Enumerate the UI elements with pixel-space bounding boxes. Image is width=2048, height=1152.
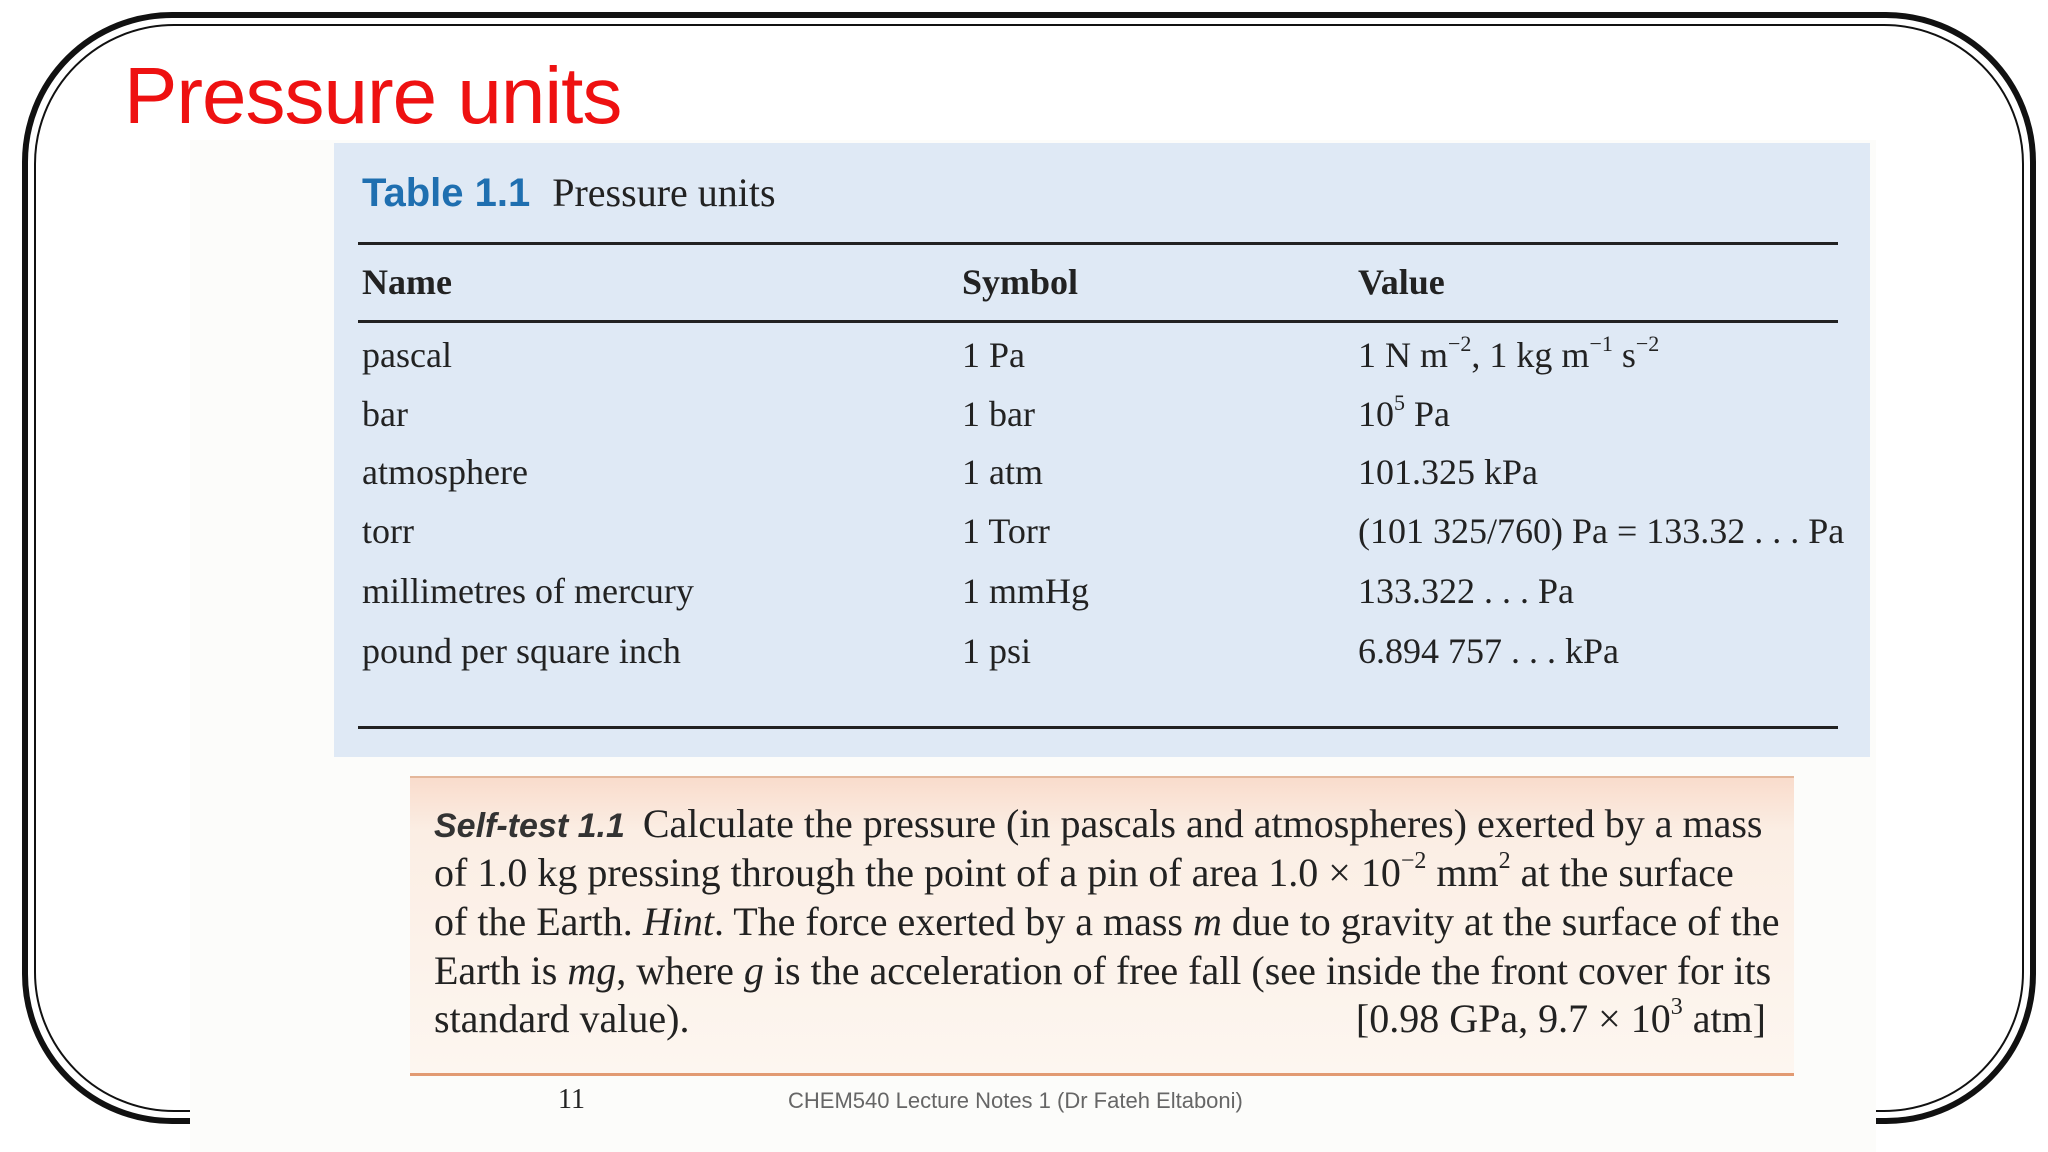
self-test-label: Self-test 1.1 bbox=[434, 807, 625, 845]
table-row-value: 101.325 kPa bbox=[1358, 452, 1538, 492]
table-row-symbol: 1 atm bbox=[962, 452, 1043, 492]
table-row-value: $10^5$ Pa bbox=[1358, 390, 1450, 434]
table-caption-number: Table 1.1 bbox=[362, 171, 531, 215]
pressure-units-table bbox=[334, 143, 1870, 757]
table-row-symbol: 1 Torr bbox=[962, 511, 1050, 551]
slide-title: Pressure units bbox=[124, 51, 622, 140]
table-row-name: atmosphere bbox=[362, 452, 528, 492]
table-caption-text: Pressure units bbox=[552, 170, 776, 215]
header-symbol: Symbol bbox=[962, 262, 1079, 302]
table-bottom-rule bbox=[358, 726, 1838, 729]
self-test-line-5: standard value). bbox=[434, 996, 690, 1041]
table-row-symbol: 1 psi bbox=[962, 631, 1032, 671]
table-row-name: pascal bbox=[362, 335, 452, 375]
self-test-bottom-rule bbox=[410, 1073, 1794, 1076]
header-name: Name bbox=[362, 262, 452, 302]
table-row-value: 1 N $m^{-2}$, 1 kg $m^{-1}$ $s^{-2}$ bbox=[1358, 331, 1660, 375]
table-header-rule bbox=[358, 320, 1838, 323]
table-row-symbol: 1 mmHg bbox=[962, 571, 1090, 611]
table-caption bbox=[362, 169, 776, 216]
self-test-line-2: of 1.0 kg pressing through the point of a pin of area $1.0 \times 10^{-2}$ $mm^2$ at the surface bbox=[434, 848, 1734, 895]
table-row-value: 6.894 757 . . . kPa bbox=[1358, 631, 1619, 671]
header-value: Value bbox=[1358, 262, 1445, 302]
table-row-value: 133.322 . . . Pa bbox=[1358, 571, 1574, 611]
self-test-line-4: Earth is mg, where g is the acceleration of free fall (see inside the front cover for its bbox=[434, 948, 1772, 993]
table-row-value: (101 325/760) Pa = 133.32 . . . Pa bbox=[1358, 511, 1845, 551]
self-test-box bbox=[410, 776, 1794, 1076]
self-test-line-3: of the Earth. Hint. The force exerted by a mass m due to gravity at the surface of the bbox=[434, 899, 1780, 944]
page-number: 11 bbox=[558, 1084, 585, 1115]
table-row-symbol: 1 bar bbox=[962, 394, 1035, 434]
table-row-name: millimetres of mercury bbox=[362, 571, 694, 611]
table-row-name: torr bbox=[362, 511, 414, 551]
table-top-rule bbox=[358, 242, 1838, 245]
self-test-answer: [0.98 GPa, $9.7 \times 10^3$ atm] bbox=[1355, 994, 1766, 1041]
self-test-line-1: Self-test 1.1 Calculate the pressure (in pascals and atmospheres) exerted by a mass bbox=[434, 801, 1763, 846]
table-row-name: pound per square inch bbox=[362, 631, 681, 671]
slide-footer: CHEM540 Lecture Notes 1 (Dr Fateh Eltaboni) bbox=[788, 1088, 1243, 1113]
table-row-name: bar bbox=[362, 394, 408, 434]
table-row-symbol: 1 Pa bbox=[962, 335, 1025, 375]
